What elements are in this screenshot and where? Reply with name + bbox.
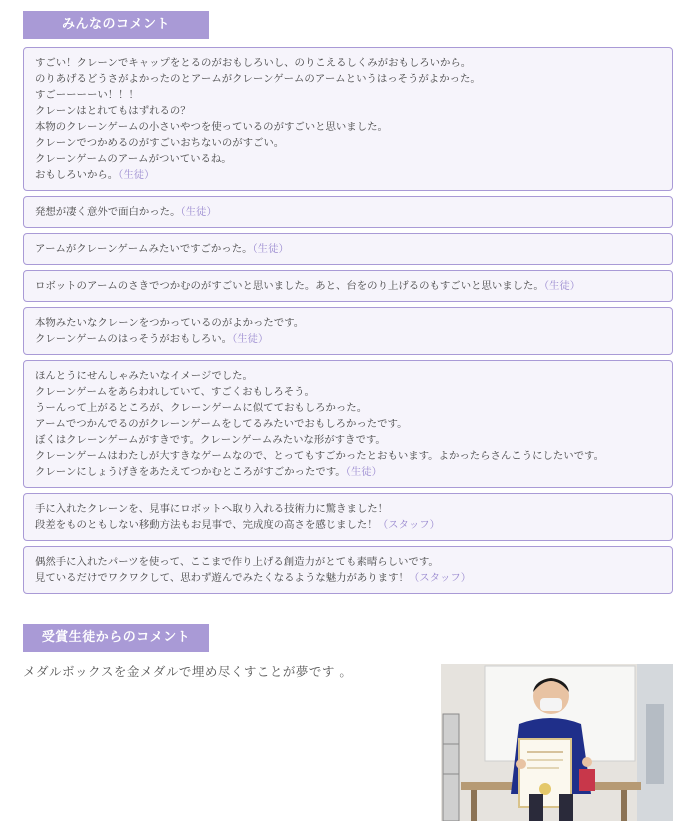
comment-role: （生徒） (252, 243, 289, 255)
comment-line (35, 554, 661, 570)
comment-text: 本物のクレーンゲームの小さいやつを使っているのがすごいと思いました。 (35, 121, 388, 133)
comment-list (23, 47, 673, 599)
comment-text: ロボットのアームのさきでつかむのがすごいと思いました。あと、台をのり上げるのもすごいと思いました。 (35, 280, 544, 292)
comment-line (35, 448, 661, 464)
comment-text: すごい！クレーンでキャップをとるのがおもしろいし、のりこえるしくみがおもしろいから。 (35, 57, 472, 69)
comment-line (35, 151, 661, 167)
comment-line (35, 55, 661, 71)
comment-box (23, 360, 673, 488)
comment-text: クレーンでつかめるのがすごいおちないのがすごい。 (35, 137, 285, 149)
comment-box (23, 47, 673, 191)
comment-text: クレーンにしょうげきをあたえてつかむところがすごかったです。 (35, 466, 346, 478)
comment-line (35, 315, 661, 331)
comment-role: （スタッフ） (377, 519, 441, 531)
comment-text: クレーンはとれてもはずれるの？ (35, 105, 191, 117)
comment-line (35, 278, 661, 294)
comment-text: ぼくはクレーンゲームがすきです。クレーンゲームみたいな形がすきです。 (35, 434, 386, 446)
comment-line (35, 368, 661, 384)
comment-line (35, 501, 661, 517)
comment-box (23, 493, 673, 541)
comment-role: （生徒） (543, 280, 581, 292)
comment-box (23, 546, 673, 594)
comment-text: 偶然手に入れたパーツを使って、ここまで作り上げる創造力がとても素晴らしいです。 (35, 556, 439, 568)
comment-text: おもしろいから。 (35, 169, 119, 181)
comment-text: うーんって上がるところが、クレーンゲームに似てておもしろかった。 (35, 402, 368, 414)
comment-text: クレーンゲームのはっそうがおもしろい。 (35, 333, 233, 345)
comment-line (35, 464, 661, 480)
comment-role: （生徒） (345, 466, 383, 478)
comment-role: （生徒） (232, 333, 269, 345)
section-heading-text: 受賞生徒からのコメント (41, 630, 191, 645)
comment-line (35, 135, 661, 151)
section-heading-text: みんなのコメント (61, 17, 170, 32)
comment-text: 段差をものともしない移動方法もお見事で、完成度の高さを感じました！ (35, 519, 378, 531)
comment-text: アームがクレーンゲームみたいですごかった。 (35, 243, 253, 255)
comment-box (23, 196, 673, 228)
section-heading-comments (23, 11, 209, 39)
comment-box (23, 307, 673, 355)
comment-line (35, 119, 661, 135)
comment-line (35, 416, 661, 432)
comment-box (23, 233, 673, 265)
comment-line (35, 204, 661, 220)
comment-line (35, 432, 661, 448)
comment-line (35, 241, 661, 257)
comment-line (35, 331, 661, 347)
comment-box (23, 270, 673, 302)
comment-role: （スタッフ） (408, 572, 472, 584)
comment-role: （生徒） (118, 169, 155, 181)
section-heading-winner (23, 624, 209, 652)
comment-line (35, 384, 661, 400)
winner-comment: メダルボックスを金メダルで埋め尽くすことが夢です 。 (23, 664, 353, 679)
comment-text: すごーーーーい！！！ (35, 89, 139, 101)
comment-text: 発想が凄く意外で面白かった。 (35, 206, 181, 218)
comment-role: （生徒） (180, 206, 217, 218)
comment-text: 手に入れたクレーンを、見事にロボットへ取り入れる技術力に驚きました！ (35, 503, 389, 515)
comment-line (35, 167, 661, 183)
comment-line (35, 103, 661, 119)
comment-line (35, 400, 661, 416)
comment-text: アームでつかんでるのがクレーンゲームをしてるみたいでおもしろかったです。 (35, 418, 408, 430)
comment-text: 見ているだけでワクワクして、思わず遊んでみたくなるような魅力があります！ (35, 572, 409, 584)
winner-photo-illustration (441, 664, 673, 821)
comment-line (35, 71, 661, 87)
comment-text: クレーンゲームのアームがついているね。 (35, 153, 232, 165)
comment-text: ほんとうにせんしゃみたいなイメージでした。 (35, 370, 253, 382)
comment-text: のりあげるどうさがよかったのとアームがクレーンゲームのアームというはっそうがよかった。 (35, 73, 481, 85)
comment-text: クレーンゲームをあらわれしていて、すごくおもしろそう。 (35, 386, 315, 398)
comment-line (35, 87, 661, 103)
comment-line (35, 570, 661, 586)
comment-text: 本物みたいなクレーンをつかっているのがよかったです。 (35, 317, 305, 329)
comment-line (35, 517, 661, 533)
comment-text: クレーンゲームはわたしが大すきなゲームなので、とってもすごかったとおもいます。よかったらさんこうにしたいです。 (35, 450, 604, 462)
winner-photo (441, 664, 673, 821)
